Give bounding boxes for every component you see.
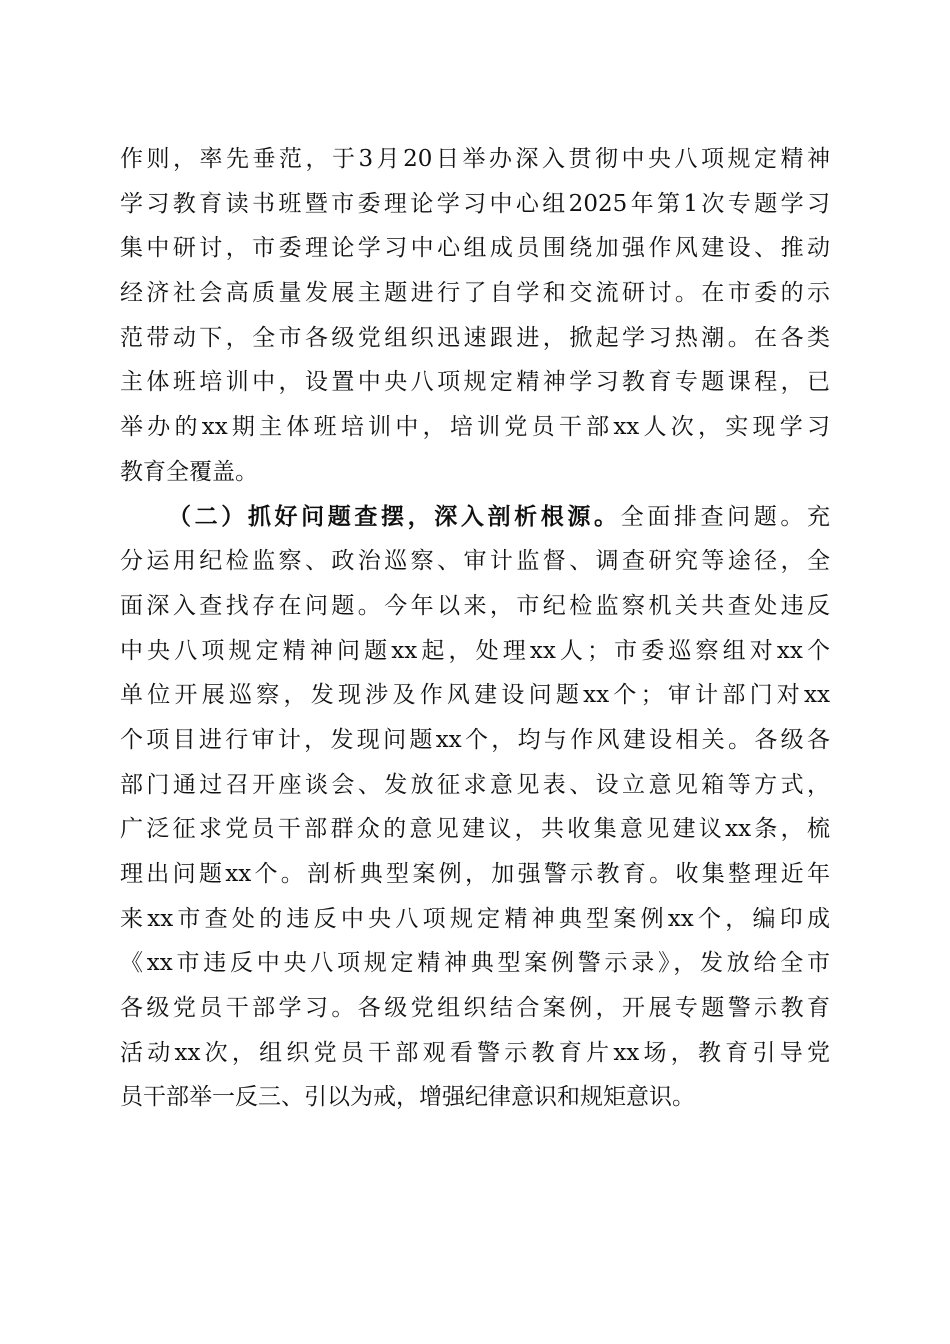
text-line: 来xx市查处的违反中央八项规定精神典型案例xx个，编印成 xyxy=(120,905,830,932)
text-line: 举办的xx期主体班培训中，培训党员干部xx人次，实现学习 xyxy=(120,414,830,441)
text-line: 经济社会高质量发展主题进行了自学和交流研讨。在市委的示 xyxy=(120,280,830,307)
text-line: 广泛征求党员干部群众的意见建议，共收集意见建议xx条，梳 xyxy=(120,816,830,843)
text-line: 理出问题xx个。剖析典型案例，加强警示教育。收集整理近年 xyxy=(120,861,830,887)
paragraph-2-first-line xyxy=(120,495,830,540)
text-line: 集中研讨，市委理论学习中心组成员围绕加强作风建设、推动 xyxy=(120,235,830,262)
text-line: 部门通过召开座谈会、发放征求意见表、设立意见箱等方式， xyxy=(120,771,830,798)
text-line-rest: 全面排查问题。充 xyxy=(620,503,830,530)
text-line: 学习教育读书班暨市委理论学习中心组2025年第1次专题学习 xyxy=(120,190,830,217)
body-text xyxy=(120,137,830,1120)
text-line: 《xx市违反中央八项规定精神典型案例警示录》，发放给全市 xyxy=(120,950,830,977)
text-line: 活动xx次，组织党员干部观看警示教育片xx场，教育引导党 xyxy=(120,1039,830,1066)
text-line: 主体班培训中，设置中央八项规定精神学习教育专题课程，已 xyxy=(120,369,830,396)
text-line: 员干部举一反三、引以为戒，增强纪律意识和规矩意识。 xyxy=(120,1084,695,1111)
text-line: 范带动下，全市各级党组织迅速跟进，掀起学习热潮。在各类 xyxy=(120,324,830,351)
paragraph-1 xyxy=(120,137,830,495)
text-line: 分运用纪检监察、政治巡察、审计监督、调查研究等途径，全 xyxy=(120,548,830,575)
text-line: 中央八项规定精神问题xx起，处理xx人；市委巡察组对xx个 xyxy=(120,637,830,664)
paragraph-2 xyxy=(120,495,830,1121)
text-line: 单位开展巡察，发现涉及作风建设问题xx个；审计部门对xx xyxy=(120,682,830,709)
text-line: 作则，率先垂范，于3月20日举办深入贯彻中央八项规定精神 xyxy=(120,146,830,172)
text-line: 各级党员干部学习。各级党组织结合案例，开展专题警示教育 xyxy=(120,995,830,1022)
text-line: 个项目进行审计，发现问题xx个，均与作风建设相关。各级各 xyxy=(120,726,830,753)
text-line: 面深入查找存在问题。今年以来，市纪检监察机关共查处违反 xyxy=(120,592,830,619)
text-line: 教育全覆盖。 xyxy=(120,458,258,485)
section-heading: （二）抓好问题查摆，深入剖析根源。 xyxy=(168,502,621,530)
